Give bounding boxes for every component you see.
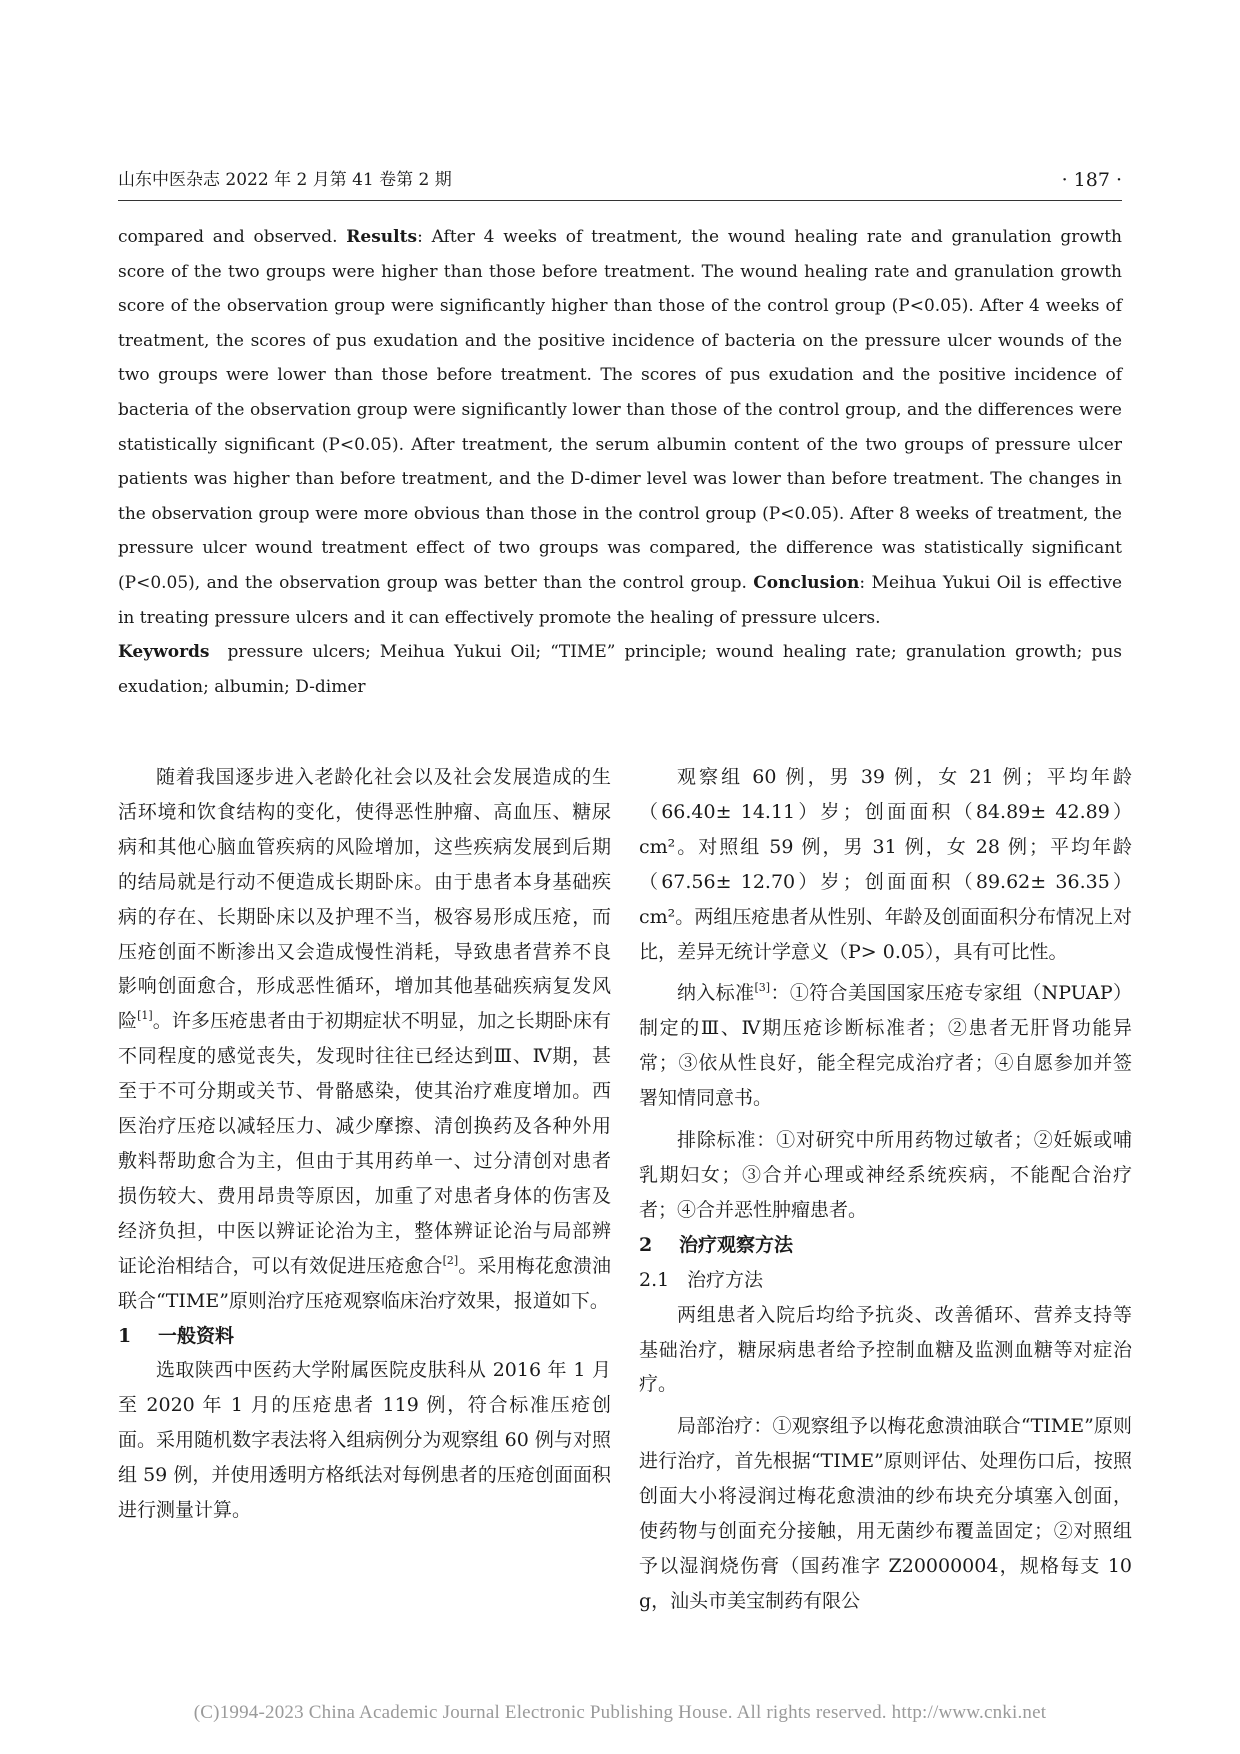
section-2-1-title: 治疗方法 (687, 1268, 764, 1291)
section-1-number: 1 (118, 1324, 132, 1347)
method-paragraph-2: 局部治疗：①观察组予以梅花愈溃油联合“TIME”原则进行治疗，首先根据“TIME”原则评估、处理伤口后，按照创面大小将浸润过梅花愈溃油的纱布块充分填塞入创面，使药物与创面充分接触，用无菌纱布覆盖固定；②对照组予以湿润烧伤膏（国药准字 Z20000004，规格每支 10 g，汕头市美宝制药有限公 (639, 1415, 1132, 1612)
section-2-number: 2 (639, 1233, 653, 1256)
citation-1[interactable]: [1] (137, 1009, 153, 1023)
section-1-heading (118, 1319, 611, 1354)
header-rule (118, 200, 1122, 201)
abstract-results-paragraph (118, 220, 1122, 635)
abstract-text-start: compared and observed. (118, 227, 347, 247)
results-text: : After 4 weeks of treatment, the wound healing rate and granulation growth score of the two groups were higher than those before treatment. The wound healing rate and granulation growth score of the observation group were significantly higher than those of the control group (P<0.05). After 4 weeks of treatment, the scores of pus exudation and the positive incidence of bacteria on the pressure ulcer wounds of the two groups were lower than those before treatment. The scores of pus exudation and the positive incidence of bacteria of the observation group were significantly lower than those of the control group, and the differences were statistically significant (P<0.05). After treatment, the serum albumin content of the two groups of pressure ulcer patients was higher than before treatment, and the D-dimer level was lower than before treatment. The changes in the observation group were more obvious than those in the control group (P<0.05). After 8 weeks of treatment, the pressure ulcer wound treatment effect of two groups was compared, the difference was statistically significant (P<0.05), and the observation group was better than the control group. (118, 227, 1122, 593)
right-column (639, 760, 1132, 1619)
section-1-body: 选取陕西中医药大学附属医院皮肤科从 2016 年 1 月至 2020 年 1 月的压疮患者 119 例，符合标准压疮创面。采用随机数字表法将入组病例分为观察组 60 例与对照组 59 例，并使用透明方格纸法对每例患者的压疮创面面积进行测量计算。 (118, 1359, 611, 1522)
english-abstract (118, 220, 1122, 704)
conclusion-text: : Meihua Yukui Oil is effective in treating pressure ulcers and it can effectively promote the healing of pressure ulcers. (118, 572, 1122, 628)
section-2-1-number: 2.1 (639, 1268, 670, 1291)
intro-text-a: 随着我国逐步进入老龄化社会以及社会发展造成的生活环境和饮食结构的变化，使得恶性肿瘤、高血压、糖尿病和其他心脑血管疾病的风险增加，这些疾病发展到后期的结局就是行动不便造成长期卧床。由于患者本身基础疾病的存在、长期卧床以及护理不当，极容易形成压疮，而压疮创面不断渗出又会造成慢性消耗，导致患者营养不良影响创面愈合，形成恶性循环，增加其他基础疾病复发风险 (118, 766, 611, 1033)
section-2-heading (639, 1228, 1132, 1263)
keywords-label: Keywords (118, 642, 210, 663)
results-label: Results (346, 227, 418, 247)
left-column (118, 760, 611, 1528)
inclusion-criteria (639, 976, 1132, 1116)
keywords-line (118, 635, 1122, 704)
introduction-paragraph (118, 760, 611, 1319)
keywords-text: pressure ulcers; Meihua Yukui Oil; “TIME” principle; wound healing rate; granulation growth; pus exudation; albumin; D-dimer (118, 642, 1122, 697)
intro-text-c: 。采用梅花愈溃油联合“TIME”原则治疗压疮观察临床治疗效果，报道如下。 (118, 1254, 611, 1312)
copyright-footer: (C)1994-2023 China Academic Journal Electronic Publishing House. All rights reserved. http://www.cnki.net (193, 1702, 1047, 1723)
journal-line: 山东中医杂志 2022 年 2 月第 41 卷第 2 期 (118, 170, 452, 190)
intro-text-b: 。许多压疮患者由于初期症状不明显，加之长期卧床有不同程度的感觉丧失，发现时往往已经达到Ⅲ、Ⅳ期，甚至于不可分期或关节、骨骼感染，使其治疗难度增加。西医治疗压疮以减轻压力、减少摩擦、清创换药及各种外用敷料帮助愈合为主，但由于其用药单一、过分清创对患者损伤较大、费用昂贵等原因，加重了对患者身体的伤害及经济负担，中医以辨证论治为主，整体辨证论治与局部辨证论治相结合，可以有效促进压疮愈合 (118, 1010, 611, 1277)
conclusion-label: Conclusion (753, 572, 860, 593)
inclusion-text: ：①符合美国国家压疮专家组（NPUAP）制定的Ⅲ、Ⅳ期压疮诊断标准者；②患者无肝肾功能异常；③依从性良好，能全程完成治疗者；④自愿参加并签署知情同意书。 (639, 982, 1132, 1110)
section-1-title: 一般资料 (158, 1324, 235, 1347)
citation-2[interactable]: [2] (442, 1253, 459, 1267)
exclusion-criteria: 排除标准：①对研究中所用药物过敏者；②妊娠或哺乳期妇女；③合并心理或神经系统疾病，不能配合治疗者；④合并恶性肿瘤患者。 (639, 1129, 1132, 1221)
section-2-title: 治疗观察方法 (679, 1233, 794, 1256)
section-2-1-heading (639, 1263, 1132, 1298)
page-header (118, 162, 1122, 202)
method-paragraph-1: 两组患者入院后均给予抗炎、改善循环、营养支持等基础治疗，糖尿病患者给予控制血糖及监测血糖等对症治疗。 (639, 1303, 1132, 1396)
page-number: · 187 · (1061, 169, 1122, 191)
inclusion-label: 纳入标准 (677, 982, 755, 1005)
citation-3[interactable]: [3] (754, 981, 771, 995)
groups-paragraph: 观察组 60 例，男 39 例，女 21 例；平均年龄（66.40± 14.11）岁；创面面积（84.89± 42.89）cm²。对照组 59 例，男 31 例，女 28 例；平均年龄（67.56± 12.70）岁；创面面积（89.62± 36.35）cm²。两组压疮患者从性别、年龄及创面面积分布情况上对比，差异无统计学意义（P> 0.05），具有可比性。 (639, 766, 1132, 963)
